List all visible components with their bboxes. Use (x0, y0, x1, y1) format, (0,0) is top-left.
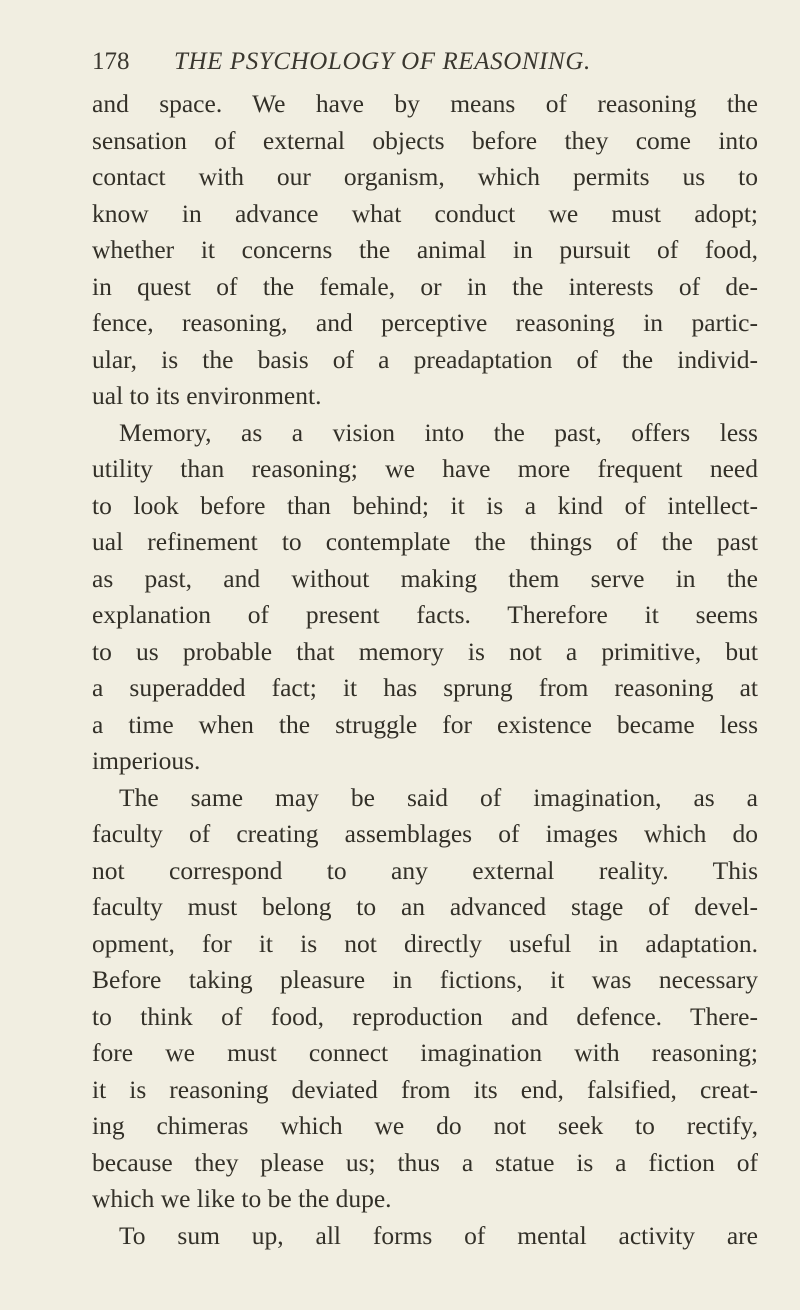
text-line: because they please us; thus a statue is a fiction of (92, 1147, 758, 1177)
text-line: sensation of external objects before they come into (92, 125, 758, 155)
text-line: ual to its environment. (92, 381, 322, 410)
text-line: imperious. (92, 746, 201, 775)
text-line: ular, is the basis of a preadaptation of the individ- (92, 344, 758, 374)
text-line: as past, and without making them serve in the (92, 563, 758, 593)
text-line: The same may be said of imagination, as a (119, 782, 758, 812)
page-number: 178 (92, 48, 130, 75)
text-line: fore we must connect imagination with reasoning; (92, 1038, 758, 1067)
text-line: a superadded fact; it has sprung from reasoning at (92, 673, 758, 702)
text-line: explanation of present facts. Therefore it seems (92, 600, 758, 629)
text-line: Memory, as a vision into the past, offers less (119, 417, 758, 447)
text-line: Before taking pleasure in fictions, it was necessary (92, 965, 758, 994)
text-line: to think of food, reproduction and defence. There- (92, 1001, 758, 1031)
text-line: utility than reasoning; we have more frequent need (92, 454, 758, 483)
page-header (92, 40, 712, 84)
body-text (92, 86, 758, 1254)
text-line: ing chimeras which we do not seek to rectify, (92, 1111, 758, 1140)
text-line: faculty must belong to an advanced stage of devel- (92, 892, 758, 921)
running-head: THE PSYCHOLOGY OF REASONING. (174, 48, 591, 75)
text-line: a time when the struggle for existence became less (92, 709, 758, 739)
text-line: opment, for it is not directly useful in adaptation. (92, 928, 758, 958)
text-line: and space. We have by means of reasoning the (92, 89, 758, 118)
text-line: which we like to be the dupe. (92, 1184, 392, 1213)
text-line: to look before than behind; it is a kind of intellect- (92, 490, 758, 520)
text-line: whether it concerns the animal in pursuit of food, (92, 235, 758, 264)
text-line: fence, reasoning, and perceptive reasoning in partic- (92, 308, 758, 337)
text-line: know in advance what conduct we must adopt; (92, 198, 758, 228)
text-line: ual refinement to contemplate the things of the past (92, 527, 758, 556)
text-line: To sum up, all forms of mental activity are (119, 1220, 758, 1250)
text-line: in quest of the female, or in the interests of de- (92, 271, 758, 301)
text-line: contact with our organism, which permits us to (92, 162, 758, 191)
text-line: to us probable that memory is not a primitive, but (92, 636, 758, 666)
text-line: faculty of creating assemblages of images which do (92, 819, 758, 848)
text-line: not correspond to any external reality. This (92, 855, 758, 885)
text-line: it is reasoning deviated from its end, falsified, creat- (92, 1074, 758, 1104)
